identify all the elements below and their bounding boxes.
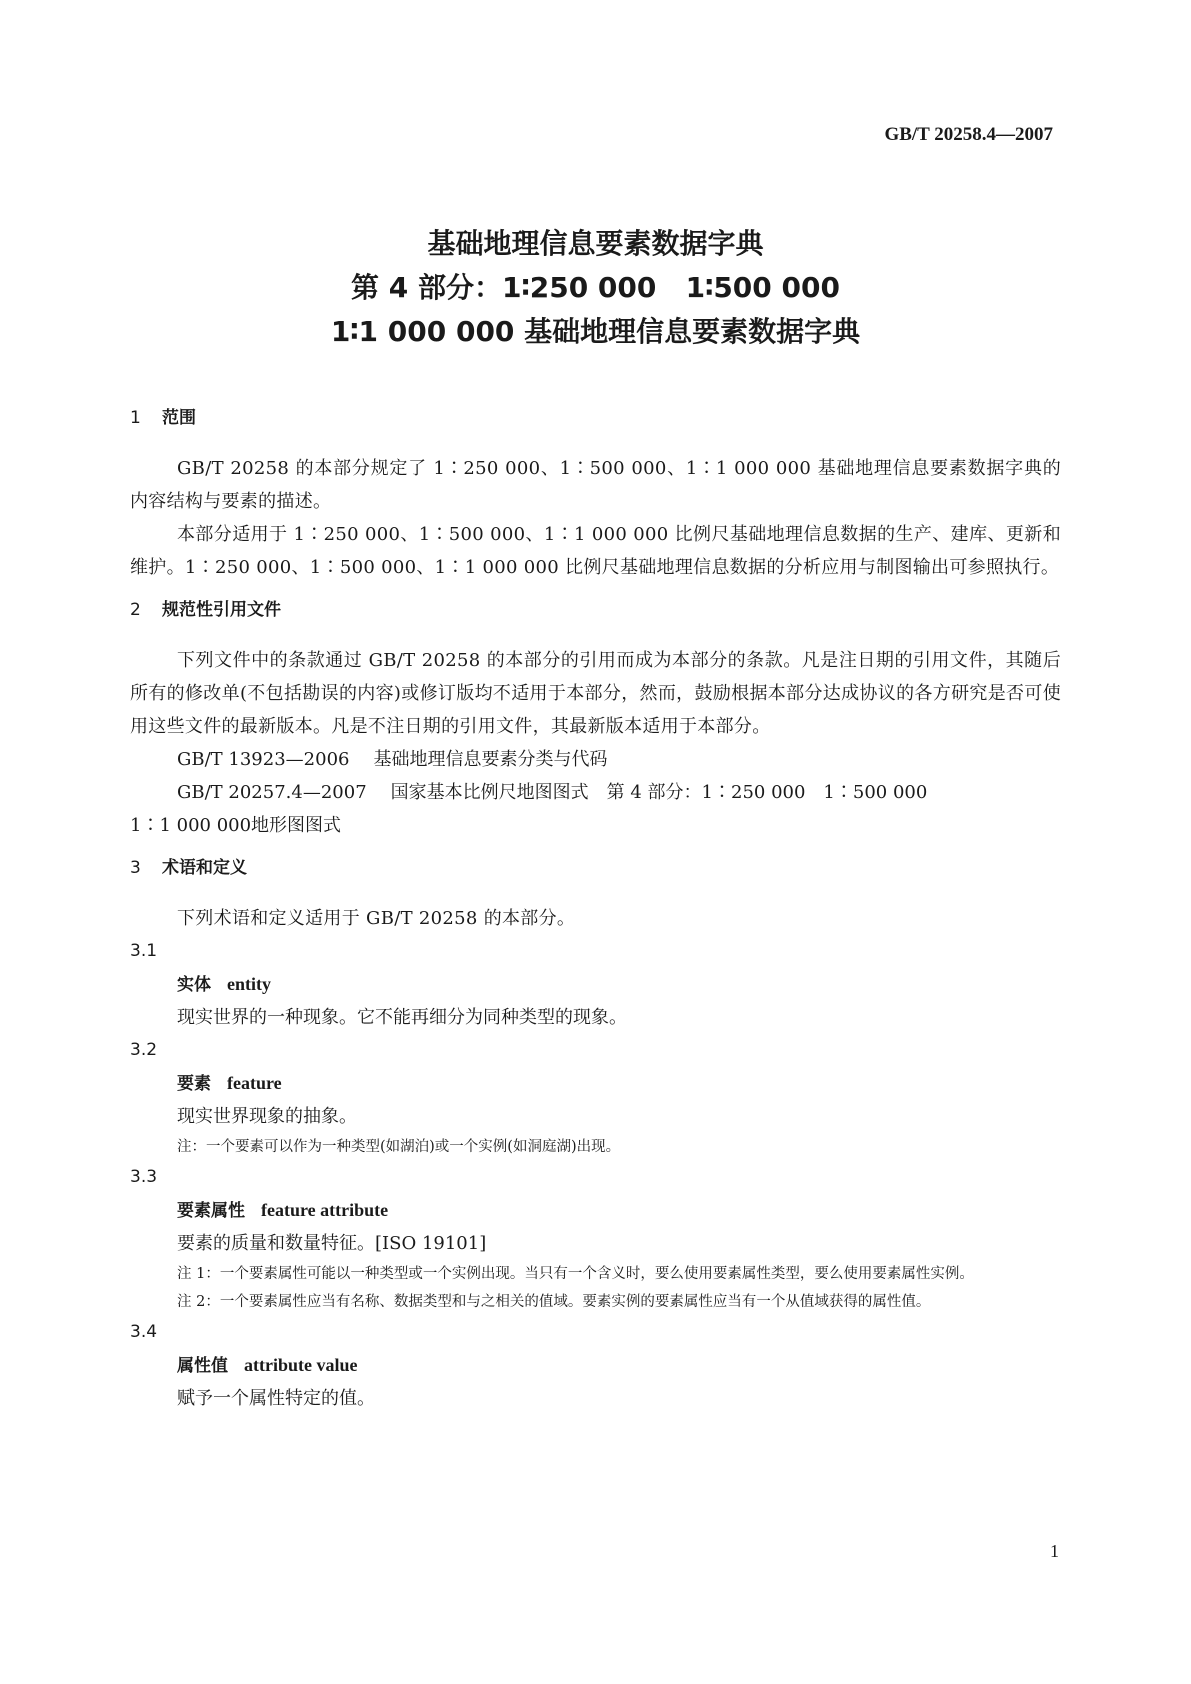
- term-name: [177, 1194, 1061, 1227]
- term-number: 3.2: [130, 1040, 158, 1060]
- term-definition: 赋予一个属性特定的值。: [177, 1388, 375, 1409]
- reference-code: GB/T 13923—2006: [177, 749, 350, 770]
- reference-title: 基础地理信息要素分类与代码: [373, 749, 608, 770]
- term-note-2: 注 2：一个要素属性应当有名称、数据类型和与之相关的值域。要素实例的要素属性应当有一个从值域获得的属性值。: [177, 1294, 931, 1310]
- reference-item-2-continuation: 1∶1 000 000地形图图式: [130, 815, 342, 836]
- document-title: [0, 222, 1191, 354]
- term-definition: 现实世界的一种现象。它不能再细分为同种类型的现象。: [177, 1007, 627, 1028]
- term-note-1: 注 1：一个要素属性可能以一种类型或一个实例出现。当只有一个含义时，要么使用要素属性类型，要么使用要素属性实例。: [177, 1266, 974, 1282]
- term-definition: 现实世界现象的抽象。: [177, 1106, 357, 1127]
- terms-intro-paragraph: 下列术语和定义适用于 GB/T 20258 的本部分。: [177, 908, 576, 929]
- references-paragraph: 下列文件中的条款通过 GB/T 20258 的本部分的引用而成为本部分的条款。凡是注日期的引用文件，其随后所有的修改单(不包括勘误的内容)或修订版均不适用于本部分，然而，鼓励根据本部分达成协议的各方研究是否可使用这些文件的最新版本。凡是不注日期的引用文件，其最新版本适用于本部分。: [130, 650, 1061, 737]
- term-number: 3.1: [130, 941, 158, 961]
- reference-title: 国家基本比例尺地图图式 第 4 部分：1∶250 000 1∶500 000: [390, 782, 928, 803]
- term-name-zh: 属性值: [177, 1356, 228, 1376]
- document-code: GB/T 20258.4—2007: [884, 124, 1053, 145]
- section-number: 2: [130, 600, 141, 620]
- section-3-heading: [130, 854, 1061, 882]
- section-title: 规范性引用文件: [162, 600, 281, 620]
- title-line-2: 第 4 部分：1∶250 000 1∶500 000: [351, 271, 840, 304]
- section-1-heading: [130, 404, 1061, 432]
- scope-paragraph-1: GB/T 20258 的本部分规定了 1∶250 000、1∶500 000、1∶1 000 000 基础地理信息要素数据字典的内容结构与要素的描述。: [130, 458, 1061, 512]
- term-name-zh: 实体: [177, 975, 211, 995]
- section-title: 范围: [162, 408, 196, 428]
- term-name-en: entity: [227, 974, 271, 994]
- term-number: 3.3: [130, 1167, 158, 1187]
- section-number: 1: [130, 408, 141, 428]
- term-name-en: feature: [227, 1073, 282, 1093]
- reference-code: GB/T 20257.4—2007: [177, 782, 367, 803]
- term-note: 注：一个要素可以作为一种类型(如湖泊)或一个实例(如洞庭湖)出现。: [177, 1139, 621, 1155]
- section-2-heading: [130, 596, 1061, 624]
- term-name: [177, 1349, 1061, 1382]
- term-name-zh: 要素: [177, 1074, 211, 1094]
- term-name-en: feature attribute: [261, 1200, 389, 1220]
- document-body: [130, 404, 1061, 1415]
- term-definition: 要素的质量和数量特征。[ISO 19101]: [177, 1233, 487, 1254]
- section-number: 3: [130, 858, 141, 878]
- term-name: [177, 968, 1061, 1001]
- title-line-3: 1∶1 000 000 基础地理信息要素数据字典: [330, 315, 861, 348]
- title-line-1: 基础地理信息要素数据字典: [427, 227, 764, 260]
- scope-paragraph-2: 本部分适用于 1∶250 000、1∶500 000、1∶1 000 000 比例尺基础地理信息数据的生产、建库、更新和维护。1∶250 000、1∶500 000、1∶1 000 000 比例尺基础地理信息数据的分析应用与制图输出可参照执行。: [130, 524, 1061, 578]
- page-number: 1: [1050, 1541, 1059, 1561]
- reference-item-2: [130, 776, 1061, 809]
- section-title: 术语和定义: [162, 858, 247, 878]
- term-name-zh: 要素属性: [177, 1201, 245, 1221]
- reference-item-1: [130, 743, 1061, 776]
- term-name-en: attribute value: [244, 1355, 358, 1375]
- term-name: [177, 1067, 1061, 1100]
- term-number: 3.4: [130, 1322, 158, 1342]
